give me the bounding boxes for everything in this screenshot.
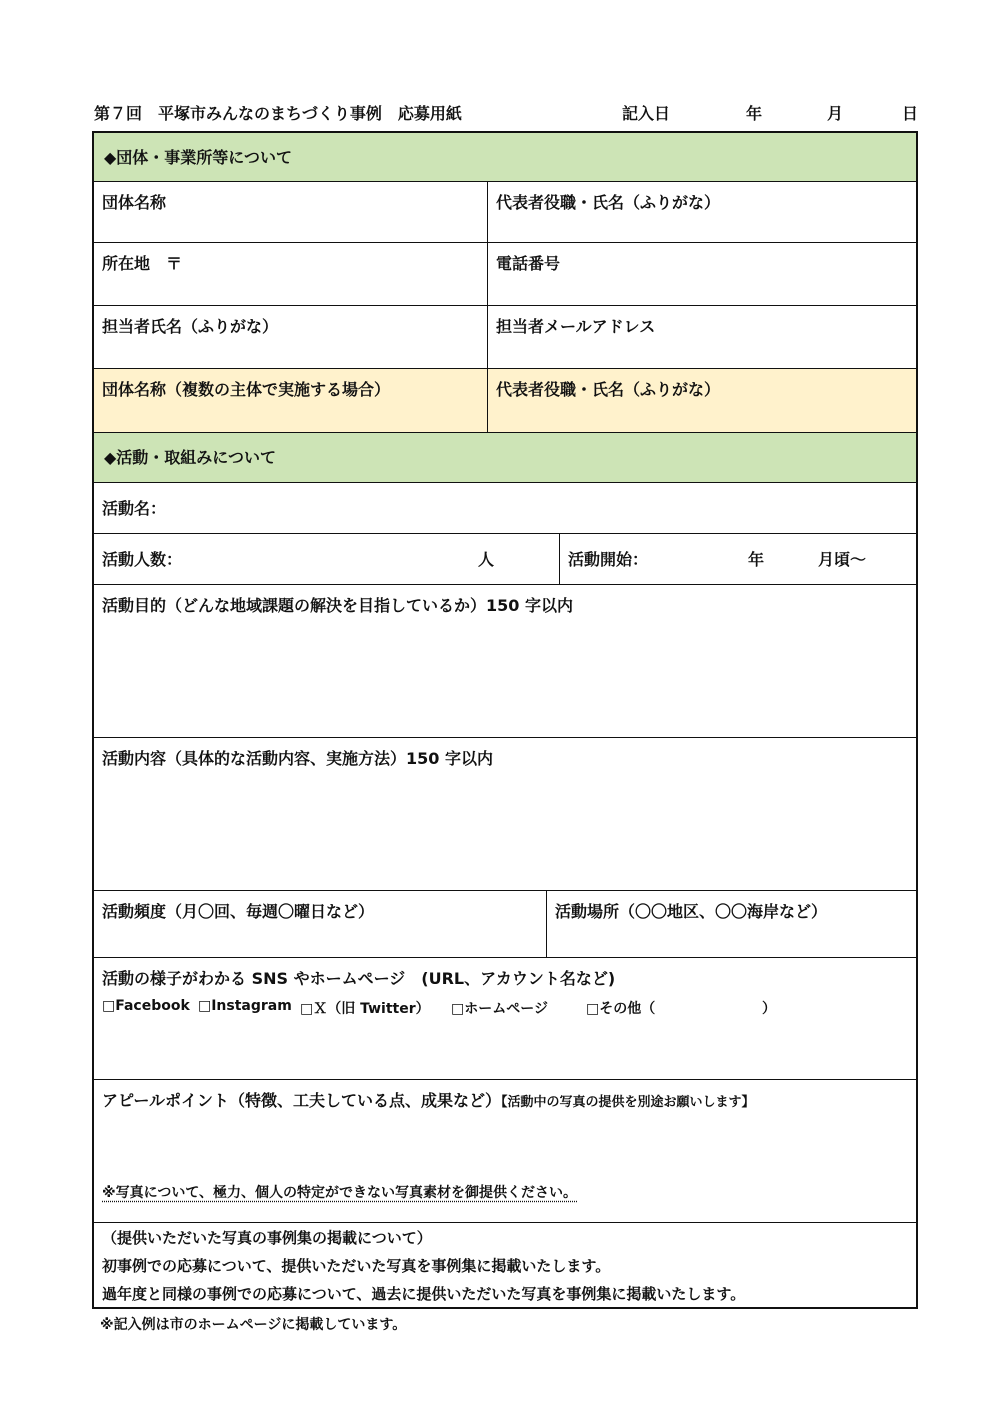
- photo-note: ※写真について、極力、個人の特定ができない写真素材を御提供ください。: [102, 1185, 578, 1201]
- start-label: 活動開始：: [568, 550, 649, 569]
- sns-option-homepage[interactable]: □ホームページ: [451, 1001, 548, 1017]
- row-members: [94, 534, 916, 585]
- start-year-label: 年: [748, 550, 765, 569]
- org-name-multi-label: 団体名称（複数の主体で実施する場合）: [102, 380, 391, 399]
- place-label: 活動場所（〇〇地区、〇〇海岸など）: [555, 902, 828, 921]
- contact-name-label: 担当者氏名（ふりがな）: [102, 317, 279, 336]
- appeal-label-sub: 【活動中の写真の提供を別途お願いします】: [501, 1095, 755, 1110]
- contact-name-field[interactable]: [94, 306, 488, 368]
- address-field[interactable]: [94, 243, 488, 305]
- purpose-label: 活動目的（どんな地域課題の解決を目指しているか）150 字以内: [102, 596, 573, 615]
- row-address: [94, 243, 916, 306]
- sns-option-other-close: ）: [762, 1001, 776, 1017]
- rep-name-multi-label: 代表者役職・氏名（ふりがな）: [496, 380, 721, 399]
- date-day-label: 日: [902, 104, 919, 123]
- date-month-label: 月: [827, 104, 844, 123]
- content-field[interactable]: [94, 738, 916, 891]
- start-month-label: 月頃～: [818, 550, 867, 569]
- appeal-label-main: アピールポイント（特徴、工夫している点、成果など）: [102, 1091, 502, 1110]
- row-org-multi: [94, 369, 916, 433]
- place-field[interactable]: [547, 891, 916, 957]
- appeal-field[interactable]: [94, 1080, 916, 1223]
- phone-field[interactable]: [488, 243, 916, 305]
- content-label: 活動内容（具体的な活動内容、実施方法）150 字以内: [102, 749, 493, 768]
- photo-usage-title: （提供いただいた写真の事例集の掲載について）: [102, 1229, 432, 1247]
- sns-field: [94, 958, 916, 1080]
- sns-option-instagram[interactable]: □Instagram: [198, 998, 292, 1014]
- date-year-label: 年: [746, 104, 763, 123]
- section-activity-title: ◆活動・取組みについて: [104, 448, 276, 467]
- application-form: [92, 131, 918, 1309]
- appeal-label: [102, 1088, 755, 1111]
- footer-note: ※記入例は市のホームページに掲載しています。: [100, 1317, 407, 1333]
- rep-name-multi-field[interactable]: [488, 369, 916, 432]
- sns-option-other[interactable]: □その他（: [586, 1001, 656, 1017]
- section-organization-title: ◆団体・事業所等について: [104, 148, 292, 167]
- form-title: 第７回 平塚市みんなのまちづくり事例 応募用紙: [94, 104, 462, 123]
- frequency-field[interactable]: [94, 891, 547, 957]
- activity-name-field[interactable]: [94, 483, 916, 534]
- row-frequency: [94, 891, 916, 958]
- phone-label: 電話番号: [496, 254, 561, 273]
- sns-option-x[interactable]: □Ｘ（旧 Twitter）: [300, 1001, 430, 1017]
- address-label: 所在地 〒: [102, 254, 183, 273]
- date-label: 記入日: [622, 104, 671, 123]
- members-field[interactable]: [94, 534, 560, 584]
- row-contact: [94, 306, 916, 369]
- org-name-multi-field[interactable]: [94, 369, 488, 432]
- sns-option-facebook[interactable]: □Facebook: [102, 998, 190, 1014]
- rep-name-field[interactable]: [488, 182, 916, 242]
- org-name-label: 団体名称: [102, 193, 167, 212]
- section-activity: [94, 433, 916, 483]
- email-label: 担当者メールアドレス: [496, 317, 656, 336]
- frequency-label: 活動頻度（月〇回、毎週〇曜日など）: [102, 902, 375, 921]
- org-name-field[interactable]: [94, 182, 488, 242]
- photo-usage-section: [94, 1223, 916, 1309]
- photo-usage-line2: 過年度と同様の事例での応募について、過去に提供いただいた写真を事例集に掲載いたします。: [102, 1285, 746, 1303]
- activity-name-label: 活動名：: [102, 499, 167, 518]
- photo-usage-line1: 初事例での応募について、提供いただいた写真を事例集に掲載いたします。: [102, 1257, 611, 1275]
- section-organization: [94, 133, 916, 182]
- rep-name-label: 代表者役職・氏名（ふりがな）: [496, 193, 721, 212]
- row-org-name: [94, 182, 916, 243]
- members-unit: 人: [478, 550, 495, 569]
- members-label: 活動人数：: [102, 550, 183, 569]
- start-date-field[interactable]: [560, 534, 916, 584]
- sns-label: 活動の様子がわかる SNS やホームページ (URL、アカウント名など): [102, 969, 616, 988]
- email-field[interactable]: [488, 306, 916, 368]
- purpose-field[interactable]: [94, 585, 916, 738]
